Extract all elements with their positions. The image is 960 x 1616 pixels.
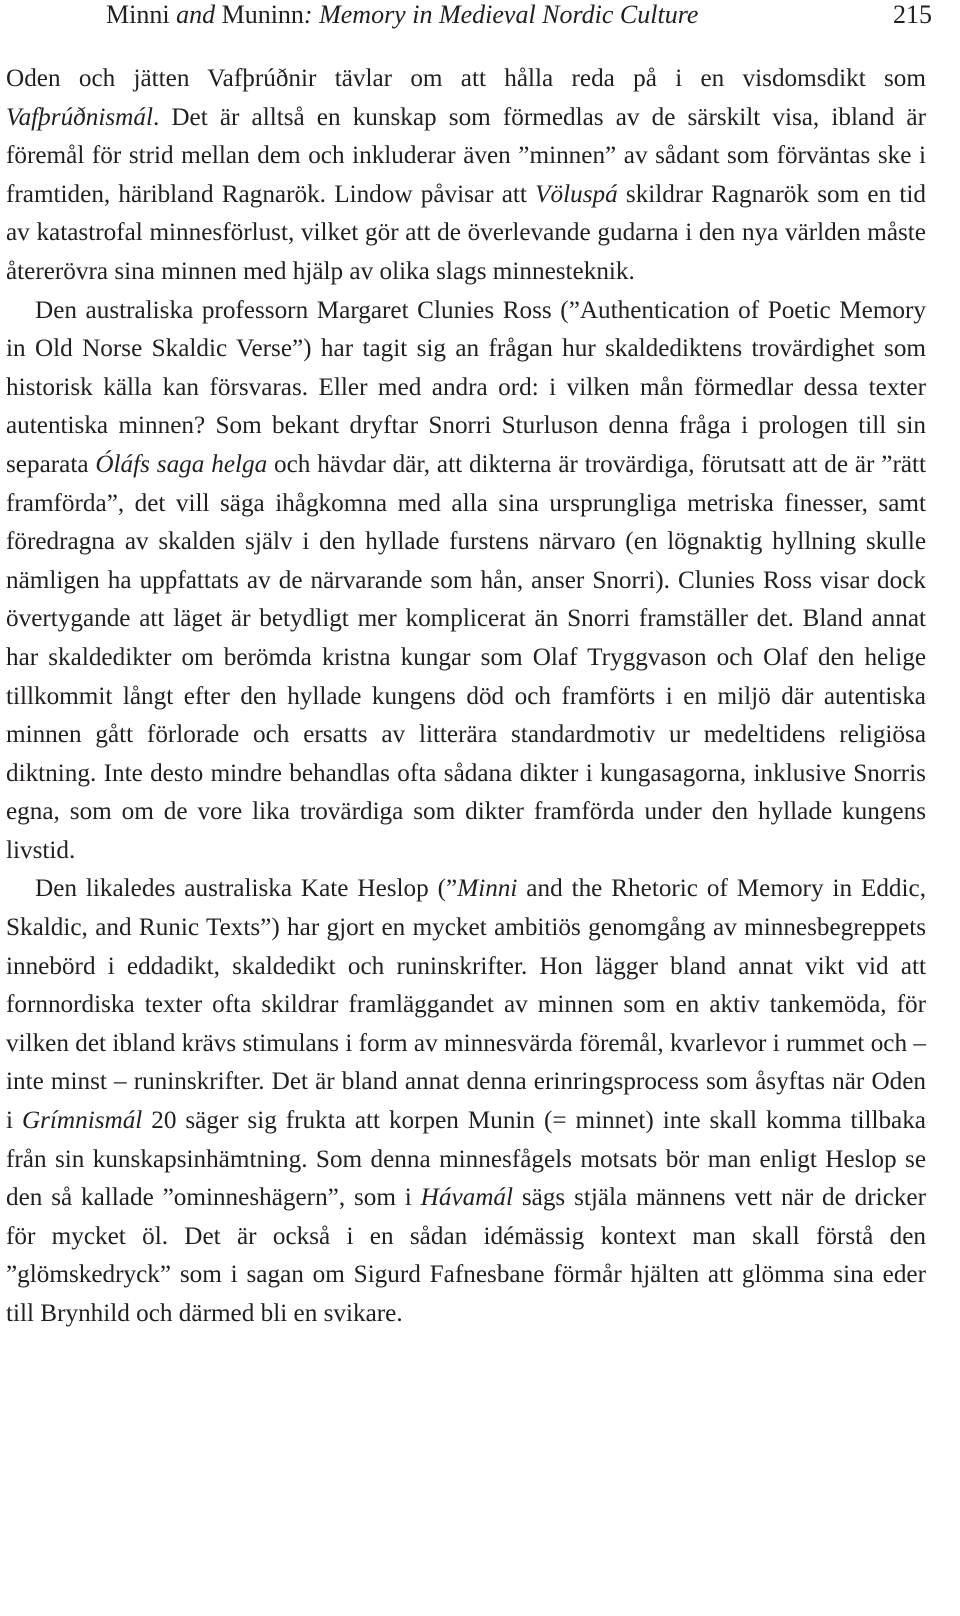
italic-title: Grímnismál	[21, 1107, 143, 1135]
paragraph-3	[6, 870, 926, 1333]
title-minni: Minni	[106, 0, 170, 29]
text-run: sägs stjäla männens vett när de dricker för mycket öl. Det är också i en sådan idémässig kontext man skall förstå den ”glömskedryck” som i sagan om Sigurd Fafnesbane förmår hjälten att glömma sina eder till Brynhild och därmed bli en svikare.	[6, 1184, 926, 1327]
text-run: Den australiska professorn Margaret Clunies Ross (”Authentication of Poetic Memory in Old Norse Skaldic Verse”) har tagit sig an frågan hur skaldediktens trovärdighet som historisk källa kan försvaras. Eller med andra ord: i vilken mån förmedlar dessa texter autentiska minnen? Som bekant dryftar Snorri Sturluson denna fråga i prologen till sin separata	[6, 296, 926, 478]
text-run: . Det är alltså en kunskap som förmedlas av de särskilt visa, ibland är föremål för strid mellan dem och inkluderar även ”minnen” av sådant som förväntas ske i framtiden, häribland Ragnarök. Lindow påvisar att	[6, 103, 926, 208]
page-number: 215	[893, 0, 932, 29]
text-run: skildrar Ragnarök som en tid av katastrofal minnesförlust, vilket gör att de överlevande gudarna i den nya världen måste återerövra sina minnen med hjälp av olika slags minnesteknik.	[6, 180, 926, 285]
paragraph-1	[6, 60, 926, 292]
text-run: 20 säger sig frukta att korpen Munin (= minnet) inte skall komma tillbaka från sin kunskapsinhämtning. Som denna minnesfågels motsats bör man enligt Heslop se den så kallade ”ominneshägern”, som i	[6, 1107, 926, 1212]
text-run: Den likaledes australiska Kate Heslop (”	[35, 875, 458, 903]
title-muninn: Muninn	[221, 0, 304, 29]
title-colon: :	[303, 0, 320, 29]
italic-title: Völuspá	[535, 180, 618, 208]
italic-title: Óláfs saga helga	[95, 450, 268, 478]
italic-title: Vafþrúðnismál	[6, 103, 153, 131]
italic-title: Hávamál	[420, 1184, 513, 1212]
text-run: och hävdar där, att dikterna är trovärdiga, förutsatt att de är ”rätt framförda”, det vill säga ihågkomna med alla sina ursprungliga metriska finesser, samt föredragna av skalden själv i den hyllade furstens närvaro (en lögnaktig hyllning skulle nämligen ha uppfattats av de närvarande som hån, anser Snorri). Clunies Ross visar dock övertygande att läget är betydligt mer komplicerat än Snorri framställer det. Bland annat har skaldedikter om berömda kristna kungar som Olaf Tryggvason och Olaf den helige tillkommit långt efter den hyllade kungens död och framförts i en miljö där autentiska minnen gått förlorade och ersatts av litterära standardmotiv ur medeltidens religiösa diktning. Inte desto mindre behandlas ofta sådana dikter i kungasagorna, inklusive Snorris egna, som om de vore lika trovärdiga som dikter framförda under den hyllade kungens livstid.	[6, 450, 927, 864]
title-subtitle: Memory in Medieval Nordic Culture	[319, 0, 699, 29]
running-head	[0, 0, 940, 35]
title-and: and	[169, 0, 222, 29]
paragraph-2	[6, 292, 926, 871]
running-head-title	[106, 0, 698, 35]
body-text	[6, 60, 926, 1334]
text-run: and the Rhetoric of Memory in Eddic, Skaldic, and Runic Texts”) har gjort en mycket ambitiös genomgång av minnesbegreppets innebörd i eddadikt, skaldedikt och runinskrifter. Hon lägger bland annat vikt vid att fornnordiska texter ofta skildrar framläggandet av minnen som en aktiv tankemöda, för vilken det ibland krävs stimulans i form av minnesvärda föremål, kvarlevor i rummet och – inte minst – runinskrifter. Det är bland annat denna erinringsprocess som åsyftas när Oden i	[6, 875, 926, 1135]
text-run: Oden och jätten Vafþrúðnir tävlar om att hålla reda på i en visdomsdikt som	[6, 65, 926, 92]
italic-title: Minni	[457, 875, 518, 903]
